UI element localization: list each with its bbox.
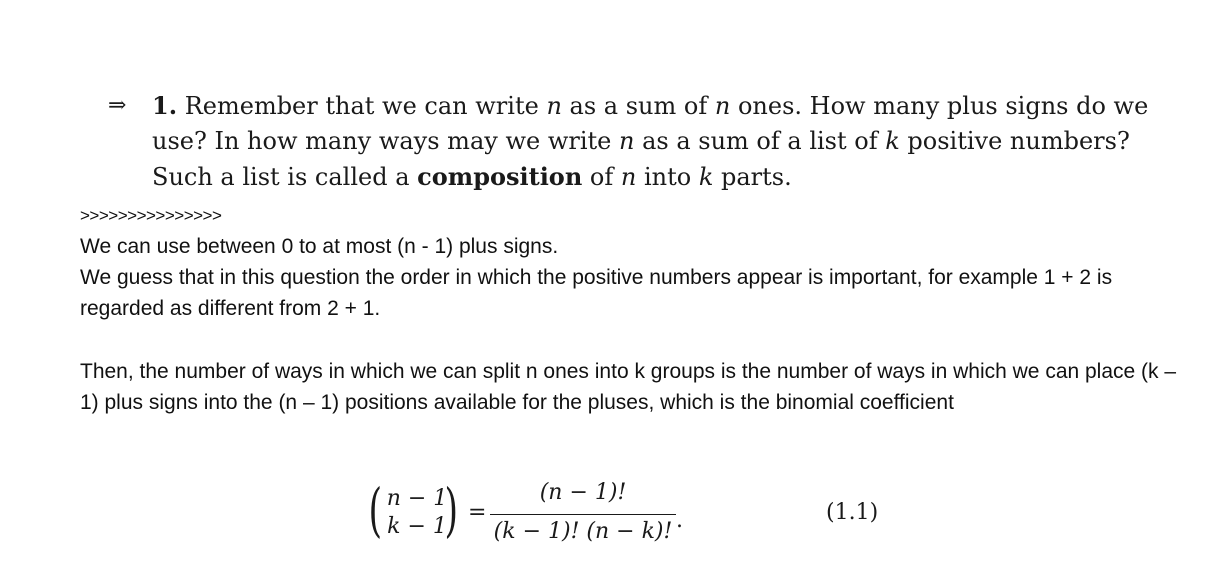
binomial-coefficient [368, 476, 462, 548]
answer-separator: >>>>>>>>>>>>>>> [80, 206, 222, 225]
equation-period: . [676, 508, 683, 533]
problem-line1-b: as a sum of [561, 92, 715, 120]
equation-1-1 [0, 478, 1220, 558]
term-composition: composition [417, 162, 583, 191]
left-paren: ( [368, 476, 383, 544]
problem-line2-b: as a sum of a list of [634, 127, 886, 155]
equation-number: (1.1) [826, 500, 879, 525]
equals-sign: = [468, 500, 487, 525]
var-k: k [698, 163, 714, 191]
answer-paragraph-ways: Then, the number of ways in which we can split n ones into k groups is the number of ways in which we can place (k – 1) plus signs into the (n – 1) positions available for the pluses, which is the binomial coefficient [80, 360, 1177, 414]
problem-line2-c: positive numbers? [899, 127, 1130, 155]
fraction-bar [490, 514, 676, 515]
problem-line1-a: Remember that we can write [184, 92, 547, 120]
problem-text [152, 88, 1188, 195]
problem-line3-d: parts. [713, 163, 792, 191]
answer-paragraph-plus-signs: We can use between 0 to at most (n - 1) plus signs. [80, 235, 559, 258]
var-n: n [618, 127, 635, 155]
problem-line1-c: ones. How many plus signs do we [730, 92, 1149, 120]
problem-line3-b: of [582, 163, 621, 191]
implies-arrow-icon: ⇒ [108, 93, 127, 118]
problem-statement [108, 88, 1188, 195]
problem-line2-a: use? In how many ways may we write [152, 127, 619, 155]
fraction-numerator: (n − 1)! [539, 480, 627, 505]
right-paren: ) [444, 476, 459, 544]
var-k: k [885, 127, 900, 155]
problem-line3-c: into [636, 163, 699, 191]
fraction-denominator: (k − 1)! (n − k)! [493, 519, 673, 544]
var-n: n [546, 92, 562, 120]
var-n: n [714, 92, 731, 120]
fraction [490, 480, 676, 544]
problem-number: 1. [152, 91, 178, 120]
var-n: n [620, 163, 637, 191]
problem-line3-a: Such a list is called a [152, 163, 418, 191]
answer-paragraph-order: We guess that in this question the order in which the positive numbers appear is important, for example 1 + 2 is regarded as different from 2 + 1. [80, 266, 1113, 320]
binomial-top: n − 1 [386, 486, 448, 511]
binomial-bottom: k − 1 [387, 514, 447, 539]
